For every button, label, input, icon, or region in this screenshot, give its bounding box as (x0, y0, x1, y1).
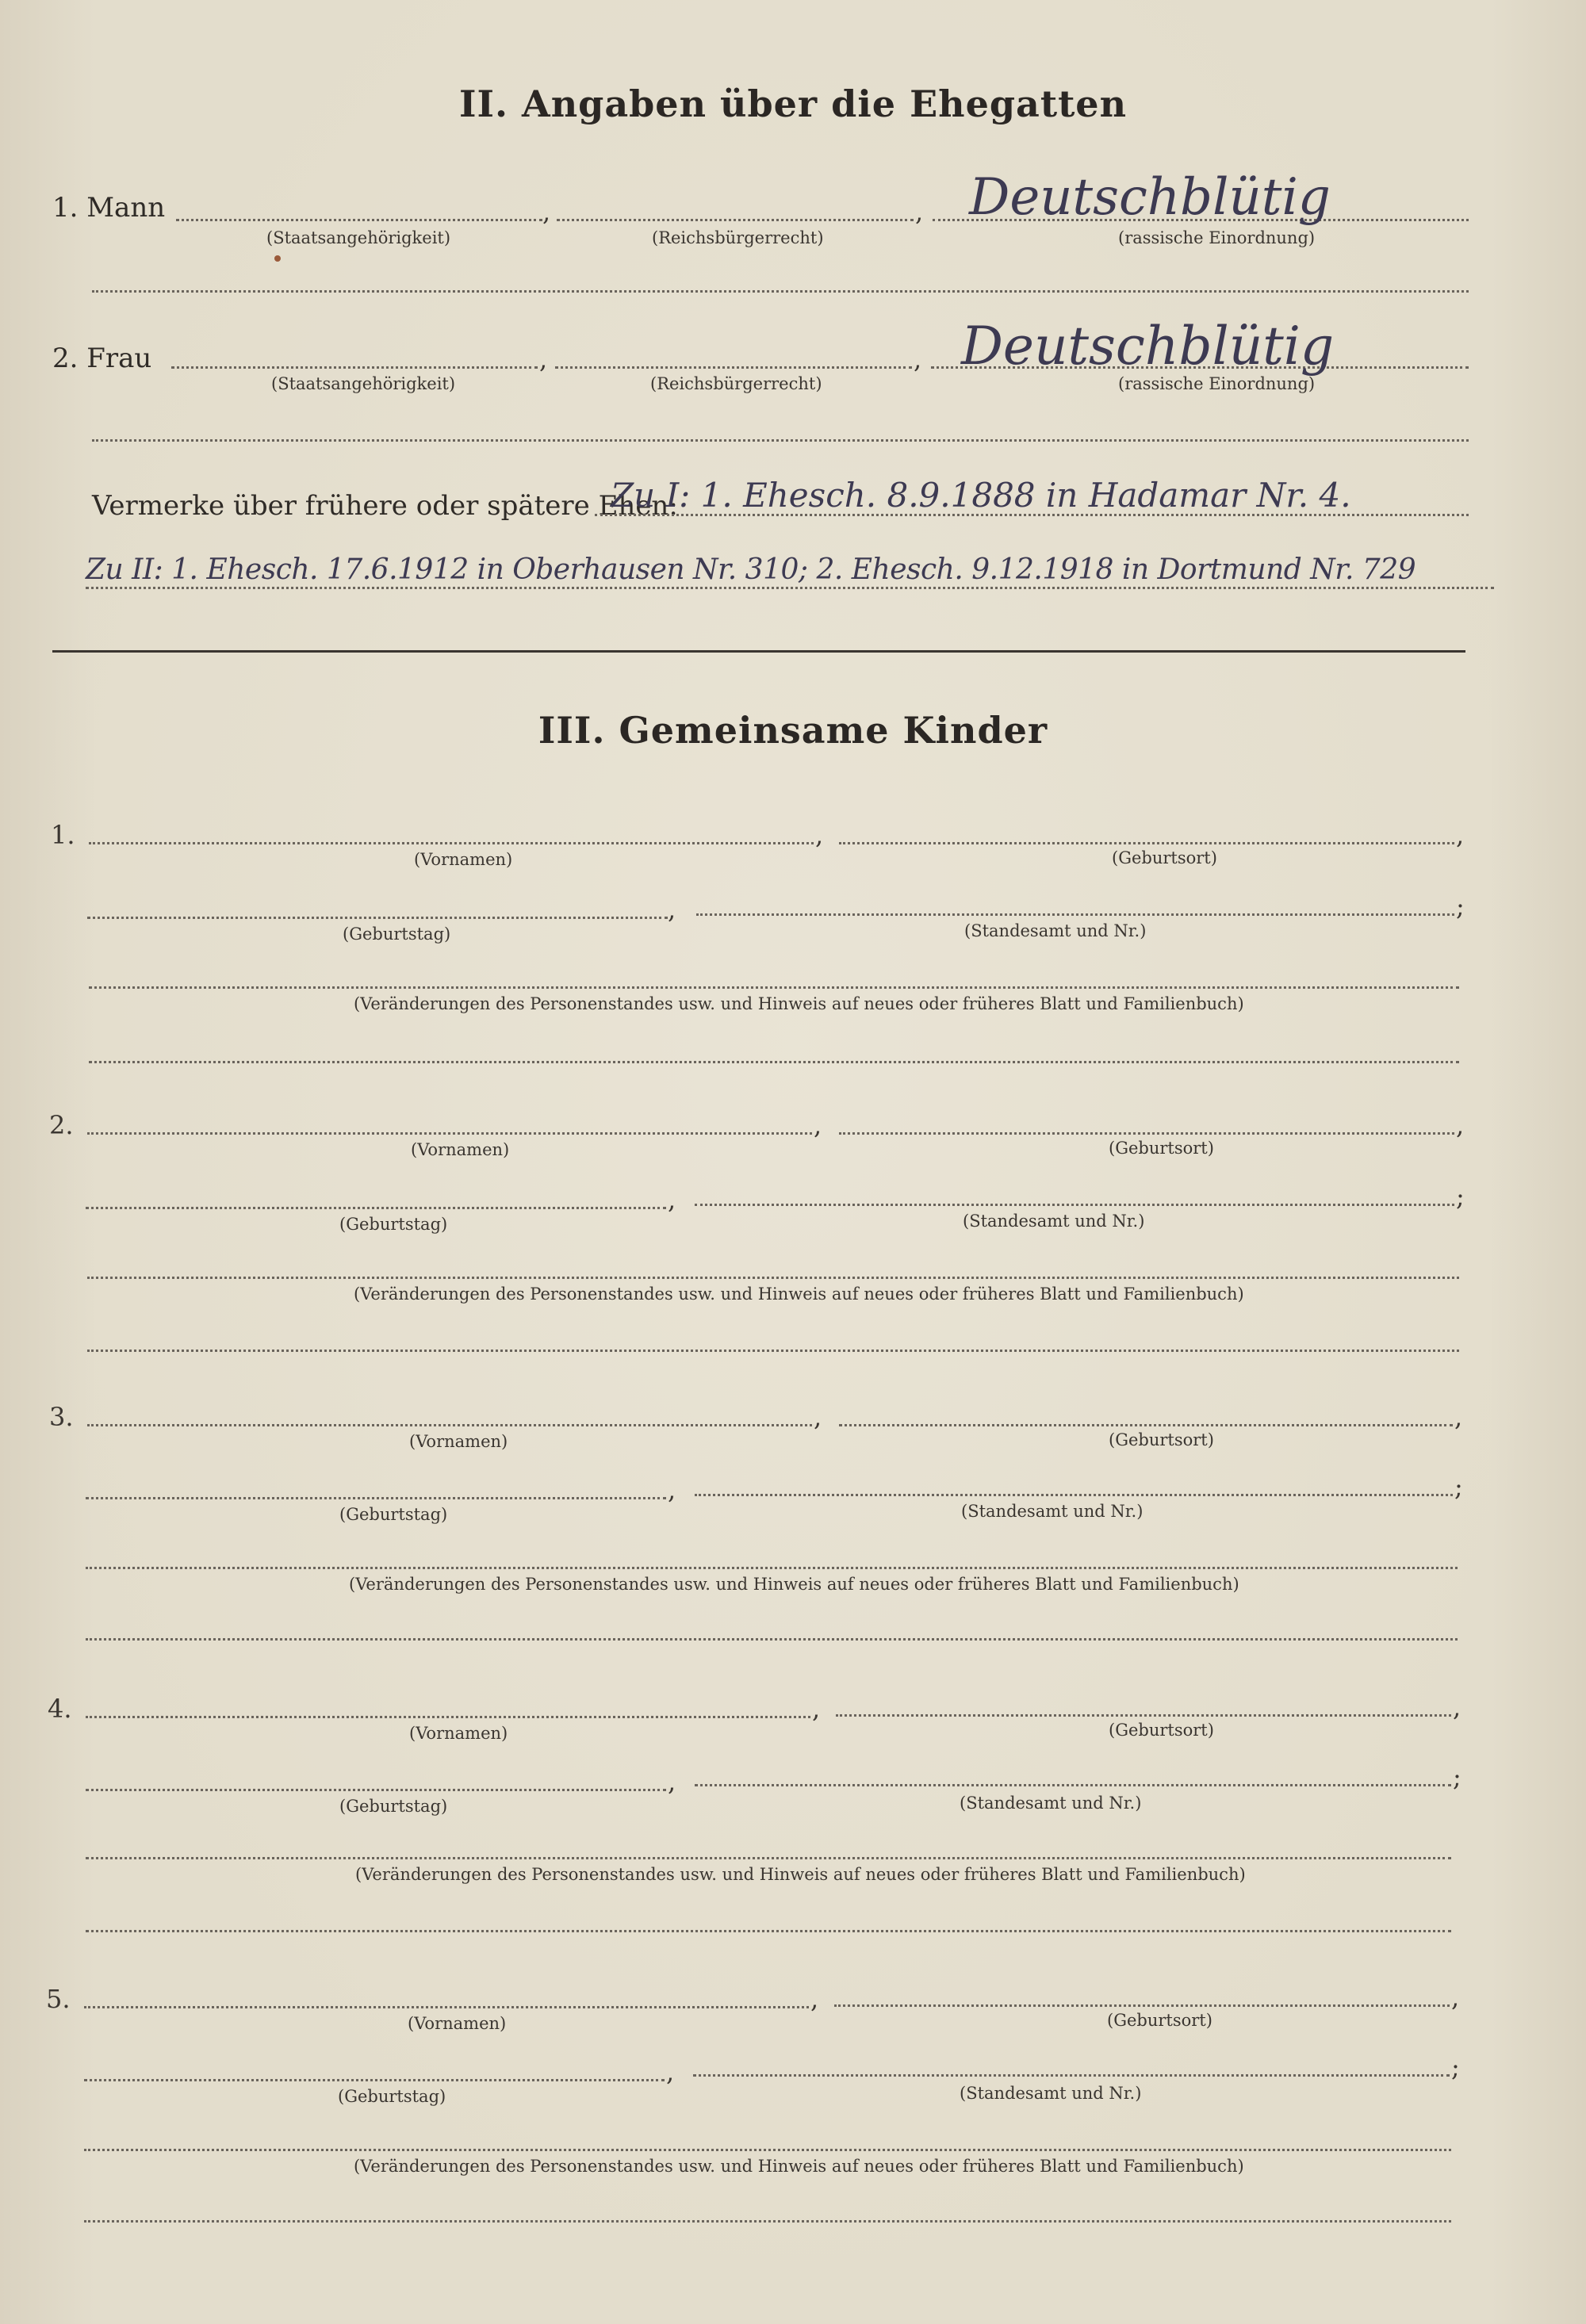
vermerke-text-1: Zu I: 1. Ehesch. 8.9.1888 in Hadamar Nr. 4. (611, 476, 1351, 515)
child-number: 4. (48, 1694, 72, 1724)
section-divider (52, 650, 1465, 653)
section-3-title: III. Gemeinsame Kinder (538, 709, 1048, 752)
frau-reichsbuergerrecht-field[interactable] (555, 366, 912, 369)
geburtstag-field[interactable] (86, 1207, 666, 1209)
veraenderungen-caption: (Veränderungen des Personenstandes usw. und Hinweis auf neues oder früheres Blatt und Familienbuch) (349, 1575, 1239, 1594)
vornamen-caption: (Vornamen) (409, 1724, 508, 1743)
geburtstag-field[interactable] (86, 1497, 666, 1499)
mann-staatsangehoerigkeit-caption: (Staatsangehörigkeit) (266, 228, 451, 247)
geburtstag-caption: (Geburtstag) (343, 925, 451, 944)
veraenderungen-extra-line[interactable] (89, 1061, 1459, 1063)
geburtsort-field[interactable] (839, 842, 1454, 844)
mann-rassische-value: Deutschblütig (969, 168, 1331, 227)
vornamen-caption: (Vornamen) (414, 850, 513, 869)
veraenderungen-caption: (Veränderungen des Personenstandes usw. und Hinweis auf neues oder früheres Blatt und Familienbuch) (354, 2157, 1244, 2176)
geburtsort-caption: (Geburtsort) (1112, 848, 1217, 867)
vermerke-label: Vermerke über frühere oder spätere Ehen: (92, 490, 678, 522)
geburtstag-field[interactable] (86, 1789, 666, 1791)
geburtsort-field[interactable] (836, 1714, 1451, 1717)
geburtsort-field[interactable] (839, 1424, 1453, 1426)
frau-rassische-value: Deutschblütig (961, 316, 1335, 377)
vornamen-field[interactable] (86, 1716, 810, 1718)
standesamt-caption: (Standesamt und Nr.) (961, 1502, 1144, 1521)
standesamt-field[interactable] (693, 2074, 1450, 2077)
geburtsort-field[interactable] (839, 1132, 1454, 1135)
veraenderungen-field[interactable] (84, 2149, 1451, 2151)
standesamt-caption: (Standesamt und Nr.) (964, 921, 1147, 940)
geburtsort-caption: (Geburtsort) (1107, 2011, 1212, 2030)
frau-reichsbuergerrecht-caption: (Reichsbürgerrecht) (650, 374, 822, 393)
geburtstag-caption: (Geburtstag) (339, 1215, 448, 1234)
standesamt-caption: (Standesamt und Nr.) (960, 2084, 1142, 2103)
veraenderungen-field[interactable] (86, 1567, 1458, 1569)
frau-label: 2. Frau (52, 343, 152, 374)
mann-staatsangehoerigkeit-field[interactable] (176, 219, 542, 221)
vornamen-field[interactable] (89, 842, 814, 844)
veraenderungen-extra-line[interactable] (87, 1350, 1459, 1352)
standesamt-field[interactable] (696, 913, 1454, 916)
veraenderungen-field[interactable] (87, 1277, 1459, 1279)
standesamt-field[interactable] (695, 1494, 1453, 1496)
child-number: 1. (51, 820, 75, 850)
frau-continuation-line[interactable] (92, 439, 1469, 442)
standesamt-field[interactable] (695, 1784, 1451, 1786)
frau-rassische-caption: (rassische Einordnung) (1118, 374, 1316, 393)
child-number: 2. (49, 1110, 74, 1140)
standesamt-caption: (Standesamt und Nr.) (960, 1794, 1142, 1813)
veraenderungen-extra-line[interactable] (86, 1930, 1451, 1932)
geburtstag-caption: (Geburtstag) (339, 1505, 448, 1524)
mann-reichsbuergerrecht-caption: (Reichsbürgerrecht) (652, 228, 824, 247)
vornamen-field[interactable] (87, 1132, 812, 1135)
veraenderungen-extra-line[interactable] (84, 2220, 1451, 2223)
veraenderungen-caption: (Veränderungen des Personenstandes usw. und Hinweis auf neues oder früheres Blatt und Familienbuch) (354, 994, 1244, 1013)
vornamen-caption: (Vornamen) (411, 1140, 510, 1159)
mann-reichsbuergerrecht-field[interactable] (557, 219, 914, 221)
veraenderungen-field[interactable] (86, 1857, 1451, 1859)
veraenderungen-field[interactable] (89, 986, 1459, 989)
ink-spot (274, 255, 281, 262)
frau-staatsangehoerigkeit-caption: (Staatsangehörigkeit) (271, 374, 456, 393)
standesamt-caption: (Standesamt und Nr.) (963, 1212, 1145, 1231)
vornamen-field[interactable] (84, 2006, 809, 2008)
geburtsort-caption: (Geburtsort) (1109, 1139, 1214, 1158)
geburtstag-caption: (Geburtstag) (339, 1797, 448, 1816)
vornamen-field[interactable] (87, 1424, 812, 1426)
veraenderungen-caption: (Veränderungen des Personenstandes usw. und Hinweis auf neues oder früheres Blatt und Familienbuch) (355, 1865, 1246, 1884)
child-number: 3. (49, 1402, 74, 1432)
geburtsort-caption: (Geburtsort) (1109, 1721, 1214, 1740)
vornamen-caption: (Vornamen) (409, 1432, 508, 1451)
veraenderungen-caption: (Veränderungen des Personenstandes usw. und Hinweis auf neues oder früheres Blatt und Familienbuch) (354, 1285, 1244, 1304)
child-number: 5. (46, 1984, 71, 2014)
geburtsort-field[interactable] (834, 2004, 1450, 2007)
mann-rassische-caption: (rassische Einordnung) (1118, 228, 1316, 247)
frau-staatsangehoerigkeit-field[interactable] (171, 366, 538, 369)
standesamt-field[interactable] (695, 1204, 1454, 1206)
vermerke-line-2[interactable] (86, 587, 1494, 589)
mann-label: 1. Mann (52, 192, 166, 224)
section-2-title: II. Angaben über die Ehegatten (458, 82, 1128, 125)
geburtstag-field[interactable] (87, 917, 668, 919)
geburtsort-caption: (Geburtsort) (1109, 1430, 1214, 1449)
veraenderungen-extra-line[interactable] (86, 1638, 1458, 1641)
geburtstag-caption: (Geburtstag) (338, 2087, 446, 2106)
document-page: II. Angaben über die Ehegatten 1. Mann , , Deutschblütig (Staatsangehörigkeit) (Reichsbürgerrecht) (rassische Einordnung) 2. Frau , , Deutschblütig (Staatsangehörigkeit) (Reichsbürgerrecht) (rassische Einordnung) Vermerke über frühere oder spätere Ehen: Zu I: 1. Ehesch. 8.9.1888 in Hadamar Nr. 4. Zu II: 1. Ehesch. 17.6.1912 in Oberhausen Nr. 310; 2. Ehesch. 9.12.1918 in Dortmund Nr. 729 III. Gemeinsame Kinder 1. , , (Vornamen) (Geburtsort) , ; (Geburtstag) (Standesamt und Nr.) (Veränderungen des Personenstandes usw. und Hinweis auf neues oder früheres Blatt und Familienbuch) 2. , , (Vornamen) (Geburtsort) , ; (Geburtstag) (Standesamt und Nr.) (Veränderungen des Personenstandes usw. und Hinweis auf neues oder früheres Blatt und Familienbuch) 3. , , (Vornamen) (Geburtsort) , ; (Geburtstag) (Standesamt und Nr.) (Veränderungen des Personenstandes usw. und Hinweis auf neues oder früheres Blatt und Familienbuch) 4. , , (Vornamen) (Geburtsort) , ; (Geburtstag) (Standesamt und Nr.) (Veränderungen des Personenstandes usw. und Hinweis auf neues oder früheres Blatt und Familienbuch) 5. , , (Vornamen) (Geburtsort) , ; (Geburtstag) (Standesamt und Nr.) (Veränderungen des Personenstandes usw. und Hinweis auf neues oder früheres Blatt und Familienbuch) (0, 0, 1586, 2324)
vornamen-caption: (Vornamen) (408, 2014, 507, 2033)
vermerke-text-2: Zu II: 1. Ehesch. 17.6.1912 in Oberhausen Nr. 310; 2. Ehesch. 9.12.1918 in Dortmund Nr. 729 (86, 553, 1416, 586)
geburtstag-field[interactable] (84, 2079, 665, 2081)
mann-continuation-line[interactable] (92, 290, 1469, 293)
